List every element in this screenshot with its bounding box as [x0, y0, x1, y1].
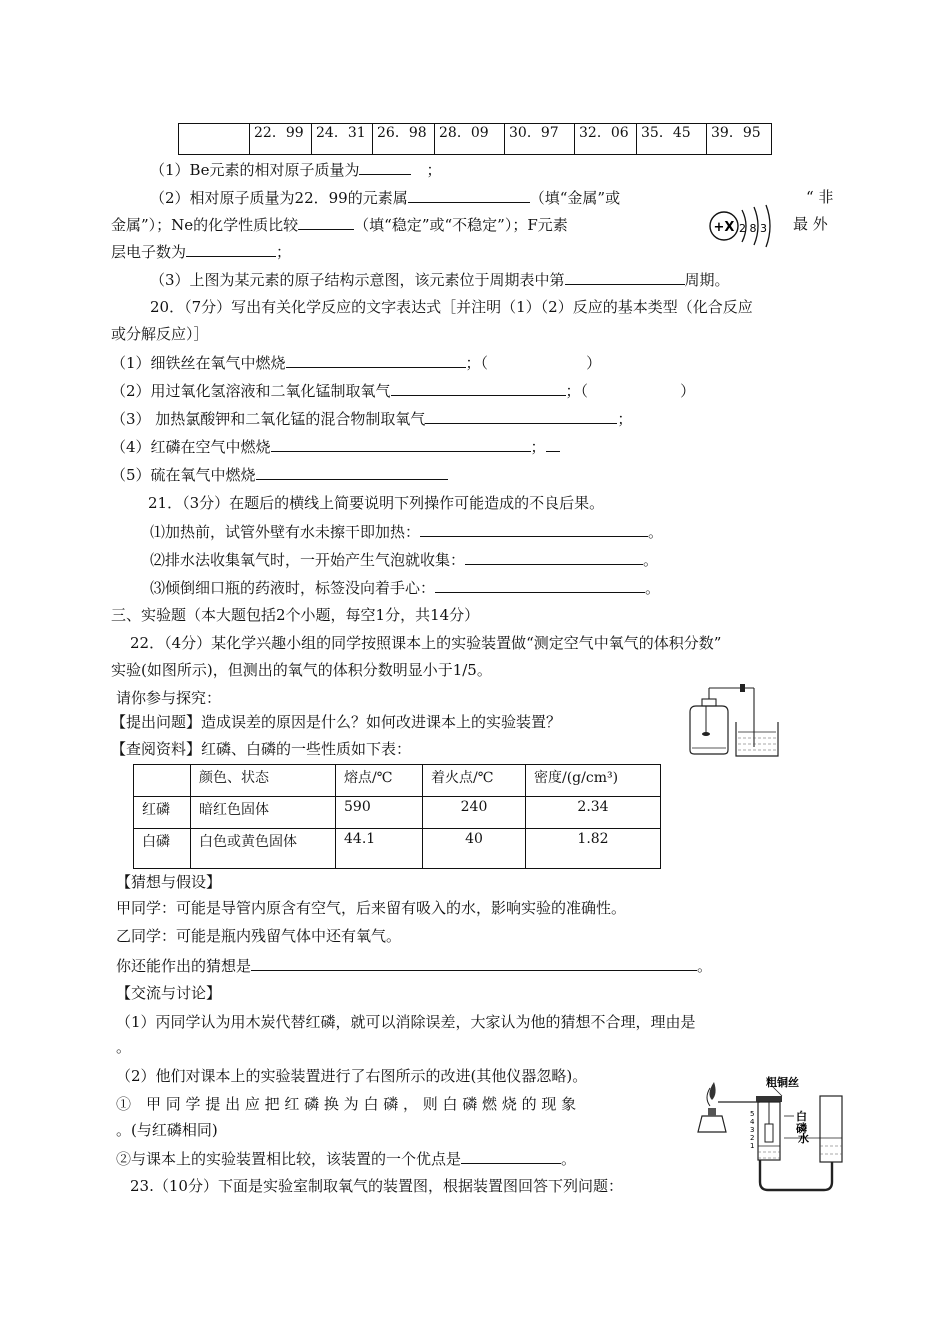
answer-blank[interactable]	[565, 269, 685, 285]
table-header-cell	[134, 765, 191, 797]
mass-cell: 28．09	[435, 124, 505, 155]
answer-blank[interactable]	[461, 1148, 561, 1164]
q20-intro: 20．（7分）写出有关化学反应的文字表达式［并注明（1）（2）反应的基本类型（化合反应	[150, 298, 753, 316]
atom-nucleus-label: +X	[713, 220, 735, 235]
scale-tick: 5	[750, 1110, 755, 1118]
q20-item1: （1）细铁丝在氧气中燃烧 ；（ ）	[111, 354, 602, 372]
atom-structure-diagram	[704, 202, 780, 250]
label-copper-wire: 粗铜丝	[766, 1076, 799, 1089]
yi-guess: 乙同学：可能是瓶内残留气体中还有氧气。	[116, 927, 402, 945]
discuss-item1: （1）丙同学认为用木炭代替红磷，就可以消除误差，大家认为他的猜想不合理，理由是	[116, 1013, 696, 1031]
answer-blank[interactable]	[286, 352, 466, 368]
q22-problem: 【提出问题】造成误差的原因是什么？如何改进课本上的实验装置？	[111, 713, 562, 731]
q21-item3: ⑶倾倒细口瓶的药液时，标签没向着手心： 。	[150, 579, 661, 597]
guess-heading: 【猜想与假设】	[116, 873, 222, 891]
answer-blank[interactable]	[391, 380, 566, 396]
section-title: 三、实验题（本大题包括2个小题，每空1分，共14分）	[111, 606, 480, 624]
improved-apparatus-figure	[692, 1076, 852, 1196]
q20-item2: （2）用过氧化氢溶液和二氧化锰制取氧气 ；（ ）	[111, 382, 696, 400]
q22-lookup: 【查阅资料】红磷、白磷的一些性质如下表：	[111, 740, 412, 758]
scale-tick: 2	[750, 1134, 755, 1142]
q19-part2-line2-tail: 最 外	[793, 215, 828, 233]
discuss-item3: ① 甲 同 学 提 出 应 把 红 磷 换 为 白 磷 ， 则 白 磷 燃 烧 的 现 象	[116, 1095, 577, 1113]
mass-cell: 39．95	[707, 124, 772, 155]
label-water: 水	[798, 1132, 809, 1145]
table-row: 红磷 暗红色固体 590 240 2.34	[134, 797, 661, 829]
q22-intro: 22．（4分）某化学兴趣小组的同学按照课本上的实验装置做“测定空气中氧气的体积分数”	[130, 634, 722, 652]
table-header-cell: 颜色、状态	[191, 765, 336, 797]
mass-cell: 35．45	[637, 124, 707, 155]
answer-blank[interactable]	[251, 955, 697, 971]
answer-blank[interactable]	[408, 187, 530, 203]
your-guess: 你还能作出的猜想是 。	[116, 957, 713, 975]
mass-cell	[179, 124, 250, 155]
answer-blank[interactable]	[435, 577, 645, 593]
q21-item1: ⑴加热前，试管外壁有水未擦干即加热： 。	[150, 523, 664, 541]
q19-part2-line2: 金属”）；Ne的化学性质比较 （填“稳定”或“不稳定”）；F元素	[111, 216, 568, 234]
scale-tick: 1	[750, 1142, 755, 1150]
q20-item5: （5）硫在氧气中燃烧	[111, 464, 448, 485]
answer-blank[interactable]	[186, 241, 276, 257]
discuss-heading: 【交流与讨论】	[116, 984, 222, 1002]
q20-intro-2: 或分解反应）］	[111, 325, 209, 343]
scale-tick: 4	[750, 1118, 755, 1126]
answer-blank[interactable]	[425, 408, 617, 424]
answer-blank[interactable]	[271, 436, 531, 452]
mass-cell: 32．06	[575, 124, 637, 155]
answer-blank[interactable]	[359, 159, 411, 175]
mass-cell: 26．98	[373, 124, 435, 155]
discuss-item1-end: 。	[116, 1038, 132, 1056]
q19-part2-tail: “ 非	[806, 188, 834, 206]
mass-cell: 30．97	[505, 124, 575, 155]
mass-cell: 22．99	[250, 124, 312, 155]
q19-part1: （1）Be元素的相对原子质量为 ；	[150, 161, 442, 179]
q19-part2-line3: 层电子数为 ；	[111, 243, 292, 261]
oxygen-measure-apparatus-figure	[684, 682, 786, 762]
q20-item3: （3） 加热氯酸钾和二氧化锰的混合物制取氧气 ；	[111, 410, 633, 428]
jia-guess: 甲同学：可能是导管内原含有空气，后来留有吸入的水，影响实验的准确性。	[116, 899, 627, 917]
phosphorus-properties-table	[133, 764, 661, 869]
table-header-cell: 熔点/℃	[336, 765, 423, 797]
discuss-item3-end: 。(与红磷相同)	[116, 1121, 218, 1139]
answer-blank[interactable]	[465, 549, 643, 565]
atom-shell-electrons: 2 8 3	[739, 222, 767, 235]
q19-part2: （2）相对原子质量为22．99的元素属 （填“金属”或	[150, 189, 621, 207]
table-header-cell: 密度/(g/cm³)	[526, 765, 661, 797]
label-white-phosphorus-1: 白	[796, 1110, 807, 1123]
q20-item4: （4）红磷在空气中燃烧 ；	[111, 436, 560, 457]
q22-intro-2: 实验(如图所示)，但测出的氧气的体积分数明显小于1/5。	[111, 661, 492, 679]
atomic-mass-table	[178, 123, 772, 155]
q19-part3: （3）上图为某元素的原子结构示意图，该元素位于周期表中第 周期。	[150, 271, 730, 289]
scale-tick: 3	[750, 1126, 755, 1134]
q21-item2: ⑵排水法收集氧气时，一开始产生气泡就收集： 。	[150, 551, 659, 569]
table-row: 白磷 白色或黄色固体 44.1 40 1.82	[134, 829, 661, 869]
q22-invite: 请你参与探究：	[116, 689, 222, 707]
q23-intro: 23.（10分）下面是实验室制取氧气的装置图，根据装置图回答下列问题：	[130, 1177, 623, 1195]
q21-intro: 21．（3分）在题后的横线上简要说明下列操作可能造成的不良后果。	[148, 494, 605, 512]
discuss-item4: ②与课本上的实验装置相比较，该装置的一个优点是 。	[116, 1150, 577, 1168]
discuss-item2: （2）他们对课本上的实验装置进行了右图所示的改进(其他仪器忽略)。	[116, 1067, 588, 1085]
answer-blank[interactable]	[298, 214, 354, 230]
answer-blank[interactable]	[256, 464, 448, 480]
mass-cell: 24．31	[312, 124, 373, 155]
label-white-phosphorus-2: 磷	[796, 1122, 807, 1135]
answer-blank[interactable]	[420, 521, 648, 537]
table-header-cell: 着火点/℃	[423, 765, 526, 797]
